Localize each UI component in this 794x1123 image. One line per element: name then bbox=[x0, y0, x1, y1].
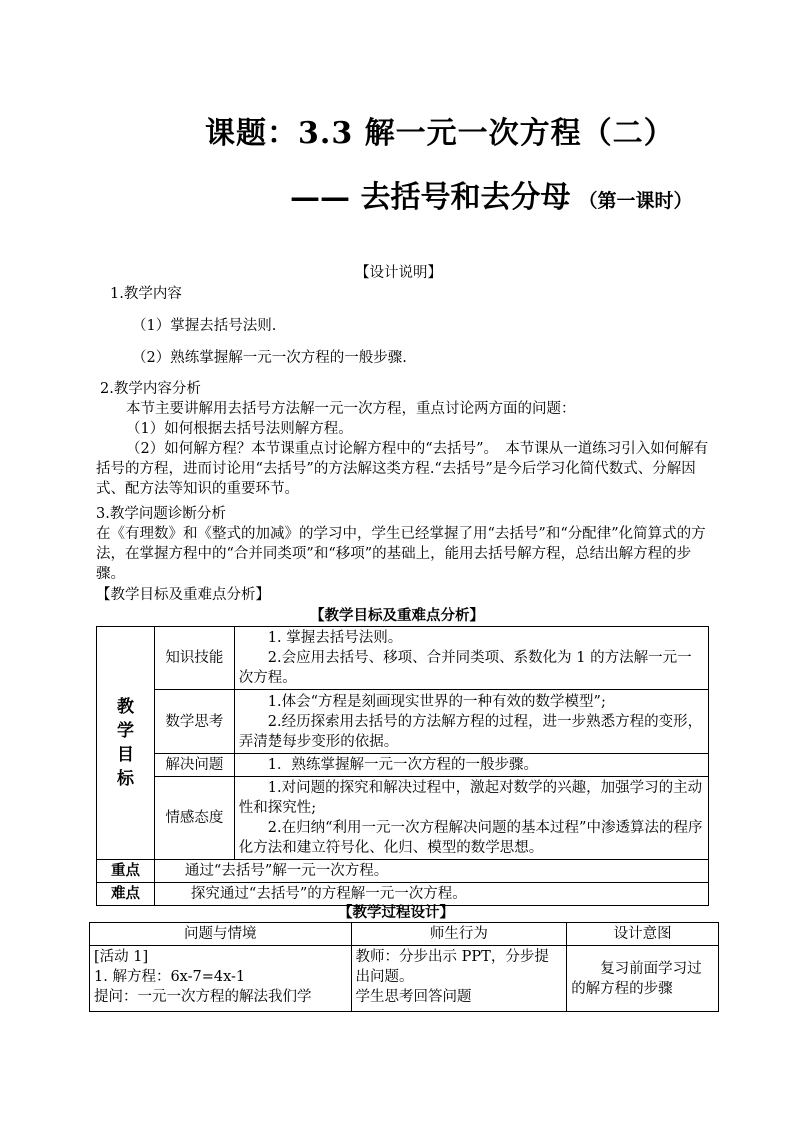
process-col-header: 问题与情境 bbox=[90, 923, 352, 946]
cell-line: 教师：分步出示 PPT，分步提出问题。 bbox=[355, 949, 549, 985]
section-3-para-1: 在《有理数》和《整式的加减》的学习中，学生已经掌握了用“去括号”和“分配律”化简算式的方法，在掌握方程中的“合并同类项”和“移项”的基础上，能用去括号解方程，总结出解方程的步骤。 bbox=[96, 526, 706, 582]
goals-label: 【教学目标及重难点分析】 bbox=[96, 587, 270, 603]
difficulty-label: 难点 bbox=[97, 883, 155, 906]
difficulty-text: 探究通过“去括号”的方程解一元一次方程。 bbox=[154, 883, 708, 906]
section-1-item-1: （1）掌握去括号法则. bbox=[132, 318, 277, 334]
goals-side-label bbox=[97, 627, 155, 860]
goal-content bbox=[234, 754, 708, 777]
side-char: 目 bbox=[116, 745, 134, 765]
section-3-title: 3.教学问题诊断分析 bbox=[96, 506, 226, 522]
section-1-title: 1.教学内容 bbox=[110, 286, 182, 302]
goal-content bbox=[234, 627, 708, 690]
goal-line: 2.会应用去括号、移项、合并同类项、系数化为 1 的方法解一元一次方程。 bbox=[238, 650, 692, 686]
process-col-header: 师生行为 bbox=[351, 923, 567, 946]
goal-line: 2.在归纳“利用一元一次方程解决问题的基本过程”中渗透算法的程序化方法和建立符号化、化归、模型的数学思想。 bbox=[238, 820, 703, 856]
lesson-period: （第一课时） bbox=[578, 190, 693, 212]
section-1-item-2: （2）熟练掌握解一元一次方程的一般步骤. bbox=[132, 350, 407, 366]
process-table bbox=[89, 922, 719, 1012]
goal-line: 1.对问题的探究和解决过程中，激起对数学的兴趣，加强学习的主动性和探究性; bbox=[238, 780, 703, 816]
side-char: 教 bbox=[116, 697, 134, 717]
goal-line: 2.经历探索用去括号的方法解方程的过程，进一步熟悉方程的变形，弄清楚每步变形的依据。 bbox=[238, 713, 703, 750]
process-cell-intent bbox=[567, 946, 719, 1012]
lesson-subtitle bbox=[290, 172, 692, 216]
design-heading: 【设计说明】 bbox=[355, 265, 442, 281]
goal-content bbox=[234, 777, 708, 860]
goals-table-heading: 【教学目标及重难点分析】 bbox=[310, 607, 484, 624]
goal-content bbox=[234, 690, 708, 754]
section-2-para-2: （1）如何根据去括号法则解方程。 bbox=[126, 421, 353, 437]
side-char: 标 bbox=[116, 769, 134, 789]
side-char: 学 bbox=[116, 721, 134, 741]
key-point-text: 通过“去括号”解一元一次方程。 bbox=[154, 860, 708, 883]
lesson-title: 课题：3.3 解一元一次方程（二） bbox=[205, 116, 675, 151]
goal-category: 解决问题 bbox=[154, 754, 234, 777]
goal-category: 数学思考 bbox=[154, 690, 234, 754]
key-point-label: 重点 bbox=[97, 860, 155, 883]
goal-category: 知识技能 bbox=[154, 627, 234, 690]
lesson-subtitle-text: —— 去括号和去分母 bbox=[290, 180, 571, 215]
goal-category: 情感态度 bbox=[154, 777, 234, 860]
goal-line: 1.体会“方程是刻画现实世界的一种有效的数学模型”; bbox=[267, 693, 606, 710]
cell-line: 学生思考回答问题 bbox=[355, 989, 472, 1005]
cell-line: 1. 解方程：6x-7=4x-1 bbox=[94, 969, 246, 985]
section-2-para-3: （2）如何解方程？本节课重点讨论解方程中的“去括号”。 本节课从一道练习引入如何解有括号的方程，进而讨论用“去括号”的方法解这类方程.“去括号”是今后学习化简代数式、分解因式、配方法等知识的重要环节。 bbox=[96, 441, 709, 497]
process-col-header: 设计意图 bbox=[567, 923, 719, 946]
process-heading: 【教学过程设计】 bbox=[338, 904, 454, 921]
goal-line: 1. 掌握去括号法则。 bbox=[267, 630, 403, 646]
cell-line: [活动 1] bbox=[94, 949, 149, 965]
goal-line: 1．熟练掌握解一元一次方程的一般步骤。 bbox=[267, 757, 539, 773]
section-2-para-1: 本节主要讲解用去括号方法解一元一次方程，重点讨论两方面的问题： bbox=[126, 401, 576, 417]
goals-table bbox=[96, 626, 709, 906]
cell-line: 复习前面学习过的解方程的步骤 bbox=[571, 960, 702, 997]
process-cell-situation bbox=[90, 946, 352, 1012]
process-cell-behavior bbox=[351, 946, 567, 1012]
cell-line: 提问：一元一次方程的解法我们学 bbox=[94, 989, 312, 1005]
section-2-title: 2.教学内容分析 bbox=[100, 381, 201, 397]
